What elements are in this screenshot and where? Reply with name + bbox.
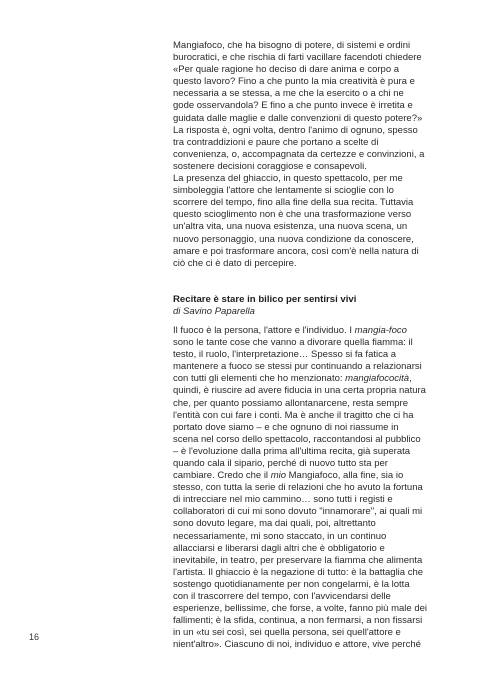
text-line: nient'altro». Ciascuno di noi, individuo e attore, vive perché: [173, 639, 421, 651]
text-line: che, per quanto possiamo allontanarcene, resta sempre: [173, 397, 408, 409]
text-line: scena nel corso dello spettacolo, raccontandosi al pubblico: [173, 433, 421, 445]
text-line: gode osservandola? E fino a che punto invece è irretita e: [173, 100, 413, 112]
paragraph-2: [173, 173, 455, 270]
text-line: sono dovuto legare, ma dai quali, poi, altrettanto: [173, 518, 376, 530]
text-line: necessaria a se stessa, a me che la esercito o a chi ne: [173, 88, 404, 100]
text-line: amare e poi trasformare ancora, così com'è nella natura di: [173, 245, 419, 257]
text-line: allacciarsi e liberarsi dagli altri che è obbligatorio e: [173, 542, 385, 554]
author-byline: di Savino Paparella: [173, 305, 255, 317]
text-line: stesso, con tutta la serie di relazioni che ho avuto la fortuna: [173, 482, 423, 494]
text-line: fallimenti; è la sfida, continua, a non fermarsi, a non fissarsi: [173, 615, 423, 627]
text-line: Il fuoco è la persona, l'attore e l'individuo. I mangia-foco: [173, 324, 407, 336]
text-line: – è l'evoluzione dalla prima all'ultima recita, già superata: [173, 445, 411, 457]
text-line: portato dove siamo – e che ognuno di noi riassume in: [173, 421, 399, 433]
text-line: La risposta è, ogni volta, dentro l'animo di ognuno, spesso: [173, 124, 418, 136]
text-line: ciò che ci è dato di percepire.: [173, 257, 297, 269]
text-line: burocratici, e che rischia di farti vacillare facendoti chiedere: [173, 52, 422, 64]
text-line: esperienze, bellissime, che forse, a volte, fanno più male dei: [173, 603, 427, 615]
text-line: collaboratori di cui mi sono dovuto "innamorare", ai quali mi: [173, 506, 423, 518]
text-line: inevitabile, in teatro, per preservare la fiamma che alimenta: [173, 554, 423, 566]
text-line: con tutti gli elementi che ho menzionato: mangiafococità,: [173, 373, 412, 385]
text-line: Mangiafoco, che ha bisogno di potere, di sistemi e ordini: [173, 40, 411, 51]
text-line: tra contraddizioni e paure che portano a scelte di: [173, 136, 379, 148]
text-line: sostenere decisioni coraggiose e consapevoli.: [173, 160, 367, 172]
text-line: questo lavoro? Fino a che punto la mia creatività è pura e: [173, 76, 415, 88]
page-number: 16: [29, 632, 40, 642]
text-line: scorrere del tempo, fino alla fine della sua recita. Tuttavia: [173, 197, 414, 209]
text-line: sostengo quotidianamente per non congelarmi, è la lotta: [173, 578, 410, 590]
text-line: necessariamente, mi sono staccato, in un continuo: [173, 530, 387, 542]
text-line: «Per quale ragione ho deciso di dare anima e corpo a: [173, 64, 400, 76]
text-line: testo, il ruolo, l'interpretazione… Spesso si fa fatica a: [173, 349, 397, 361]
section-heading: Recitare è stare in bilico per sentirsi vivi: [173, 293, 357, 305]
text-line: sono le tante cose che vanno a divorare quella fiamma: il: [173, 337, 413, 349]
text-line: guidata dalle maglie e dalle convenzioni di questo potere?»: [173, 112, 423, 124]
text-column: [173, 40, 455, 652]
text-line: quando cala il sipario, perché di nuovo tutto sta per: [173, 458, 388, 469]
text-line: con il trascorrere del tempo, con l'avvicendarsi delle: [173, 591, 391, 603]
text-line: di intrecciare nel mio cammino… sono tutti i registi e: [173, 494, 393, 506]
text-line: quindi, è riuscire ad avere fiducia in una certa propria natura: [173, 385, 426, 397]
text-line: cambiare. Credo che il mio Mangiafoco, alla fine, sia io: [173, 470, 404, 482]
text-line: in un «tu sei così, sei quella persona, sei quell'attore e: [173, 627, 401, 639]
text-line: l'artista. Il ghiaccio è la negazione di tutto: è la battaglia che: [173, 566, 424, 578]
text-line: mantenere a fuoco se stessi pur continuando a relazionarsi: [173, 361, 422, 373]
text-line: questo scioglimento non è che una trasformazione verso: [173, 209, 412, 221]
text-line: l'entità con cui fare i conti. Ma è anche il tragitto che ci ha: [173, 409, 414, 421]
paragraph-1: [173, 40, 455, 173]
text-line: La presenza del ghiaccio, in questo spettacolo, per me: [173, 173, 403, 185]
text-line: nuovo personaggio, una nuova condizione da conoscere,: [173, 233, 414, 245]
text-line: un'altra vita, una nuova esistenza, una nuova scena, un: [173, 221, 408, 233]
text-line: convenienza, o, accompagnata da certezze e convinzioni, a: [173, 148, 425, 160]
paragraph-3: [173, 325, 455, 652]
text-line: simboleggia l'attore che lentamente si scioglie con lo: [173, 185, 394, 197]
